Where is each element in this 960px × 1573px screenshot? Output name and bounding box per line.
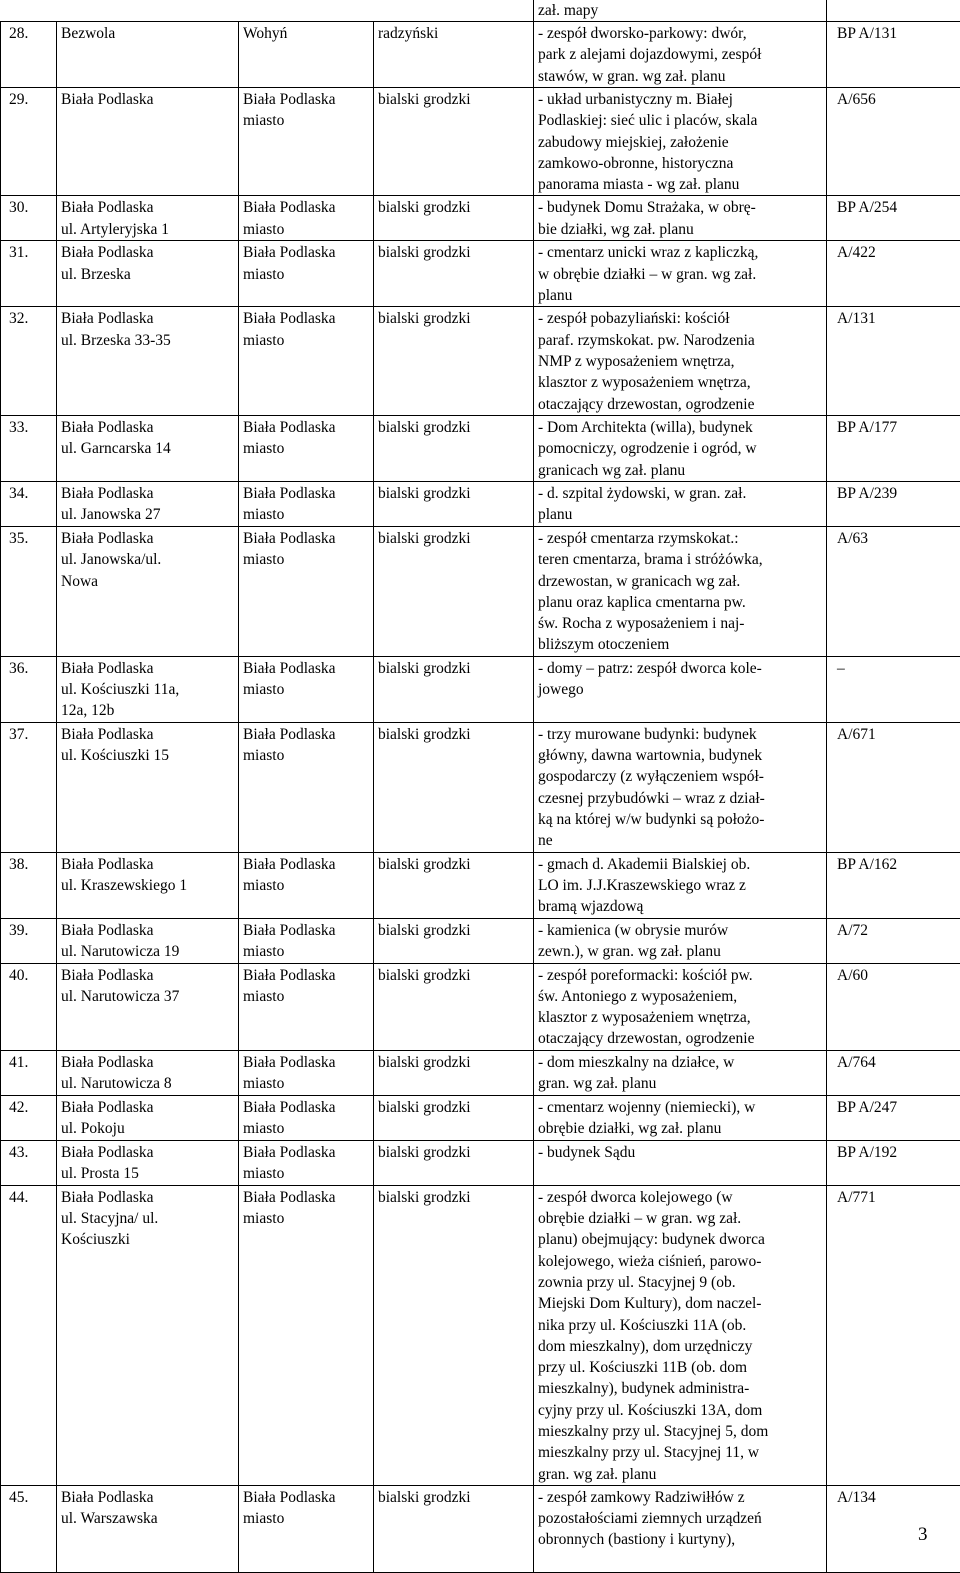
table-row xyxy=(1,722,960,852)
table-row xyxy=(1,656,960,722)
register-number-cell: BP A/254 xyxy=(827,196,960,241)
commune-cell: Biała Podlaska miasto xyxy=(239,656,374,722)
place-cell: Biała Podlaska ul. Kościuszki 11a, 12a, 12b xyxy=(57,656,239,722)
place-cell: Biała Podlaska xyxy=(57,88,239,196)
description-cell: - zespół dworca kolejowego (w obrębie działki – w gran. wg zał. planu) obejmujący: budynek dworca kolejowego, wieża ciśnień, parowo- zownia przy ul. Stacyjnej 9 (ob. Miejski Dom Kultury), dom naczel- nika przy ul. Kościuszki 11A (ob. dom mieszkalny), dom urzędniczy przy ul. Kościuszki 11B (ob. dom mieszkalny), budynek administra- cyjny przy ul. Kościuszki 13A, dom mieszkalny przy ul. Stacyjnej 5, dom mieszkalny przy ul. Stacyjnej 11, w gran. wg zał. planu xyxy=(534,1185,827,1485)
table-row xyxy=(1,918,960,963)
register-number-cell: BP A/247 xyxy=(827,1095,960,1140)
row-number: 30. xyxy=(1,196,57,241)
description-cell: - trzy murowane budynki: budynek główny, dawna wartownia, budynek gospodarczy (z wyłączeniem współ- czesnej przybudówki – wraz z dział- ką na której w/w budynki są położo- ne xyxy=(534,722,827,852)
register-number-cell: BP A/192 xyxy=(827,1140,960,1185)
commune-cell: Biała Podlaska miasto xyxy=(239,918,374,963)
commune-cell: Biała Podlaska miasto xyxy=(239,526,374,656)
description-cell: - budynek Domu Strażaka, w obrę- bie działki, wg zał. planu xyxy=(534,196,827,241)
row-number: 45. xyxy=(1,1485,57,1572)
table-row xyxy=(1,1485,960,1572)
county-cell: bialski grodzki xyxy=(374,415,534,481)
table-row xyxy=(1,963,960,1050)
county-cell: bialski grodzki xyxy=(374,1485,534,1572)
county-cell: bialski grodzki xyxy=(374,307,534,415)
county-cell: bialski grodzki xyxy=(374,918,534,963)
county-cell: bialski grodzki xyxy=(374,963,534,1050)
register-number-cell: A/771 xyxy=(827,1185,960,1485)
description-cell: - dom mieszkalny na działce, w gran. wg zał. planu xyxy=(534,1050,827,1095)
place-cell: Biała Podlaska ul. Pokoju xyxy=(57,1095,239,1140)
register-number-cell: A/134 xyxy=(827,1485,960,1572)
description-cell: zał. mapy xyxy=(534,0,827,22)
description-cell: - zespół poreformacki: kościół pw. św. Antoniego z wyposażeniem, klasztor z wyposażeniem wnętrza, otaczający drzewostan, ogrodzenie xyxy=(534,963,827,1050)
row-number: 41. xyxy=(1,1050,57,1095)
commune-cell: Biała Podlaska miasto xyxy=(239,241,374,307)
register-number-cell: BP A/131 xyxy=(827,22,960,88)
register-number-cell: A/656 xyxy=(827,88,960,196)
description-cell: - zespół zamkowy Radziwiłłów z pozostałościami ziemnych urządzeń obronnych (bastiony i kurtyny), xyxy=(534,1485,827,1572)
description-cell: - układ urbanistyczny m. Białej Podlaskiej: sieć ulic i placów, skala zabudowy miejskiej, założenie zamkowo-obronne, historyczna panorama miasta - wg zał. planu xyxy=(534,88,827,196)
table-row xyxy=(1,307,960,415)
table-row xyxy=(1,852,960,918)
county-cell: bialski grodzki xyxy=(374,1185,534,1485)
place-cell: Biała Podlaska ul. Kościuszki 15 xyxy=(57,722,239,852)
row-number: 42. xyxy=(1,1095,57,1140)
place-cell: Bezwola xyxy=(57,22,239,88)
commune-cell: Biała Podlaska miasto xyxy=(239,1050,374,1095)
table-row xyxy=(1,88,960,196)
row-number: 29. xyxy=(1,88,57,196)
commune-cell: Biała Podlaska miasto xyxy=(239,963,374,1050)
county-cell: bialski grodzki xyxy=(374,656,534,722)
row-number: 33. xyxy=(1,415,57,481)
table-row xyxy=(1,241,960,307)
table-row xyxy=(1,1050,960,1095)
place-cell: Biała Podlaska ul. Prosta 15 xyxy=(57,1140,239,1185)
county-cell: bialski grodzki xyxy=(374,481,534,526)
description-cell: - budynek Sądu xyxy=(534,1140,827,1185)
place-cell: Biała Podlaska ul. Brzeska 33-35 xyxy=(57,307,239,415)
row-number: 28. xyxy=(1,22,57,88)
place-cell: Biała Podlaska ul. Garncarska 14 xyxy=(57,415,239,481)
description-cell: - Dom Architekta (willa), budynek pomocniczy, ogrodzenie i ogród, w granicach wg zał. planu xyxy=(534,415,827,481)
description-cell: - cmentarz wojenny (niemiecki), w obrębie działki, wg zał. planu xyxy=(534,1095,827,1140)
county-cell: bialski grodzki xyxy=(374,722,534,852)
register-number-cell: A/131 xyxy=(827,307,960,415)
commune-cell: Biała Podlaska miasto xyxy=(239,415,374,481)
commune-cell: Biała Podlaska miasto xyxy=(239,1140,374,1185)
place-cell: Biała Podlaska ul. Narutowicza 19 xyxy=(57,918,239,963)
register-number-cell: A/60 xyxy=(827,963,960,1050)
description-cell: - gmach d. Akademii Bialskiej ob. LO im. J.J.Kraszewskiego wraz z bramą wjazdową xyxy=(534,852,827,918)
place-cell: Biała Podlaska ul. Stacyjna/ ul. Kościuszki xyxy=(57,1185,239,1485)
row-number: 34. xyxy=(1,481,57,526)
header-fragment-row xyxy=(1,0,960,22)
table-row xyxy=(1,526,960,656)
place-cell: Biała Podlaska ul. Kraszewskiego 1 xyxy=(57,852,239,918)
table-row xyxy=(1,415,960,481)
commune-cell: Biała Podlaska miasto xyxy=(239,307,374,415)
county-cell: radzyński xyxy=(374,22,534,88)
table-row xyxy=(1,1185,960,1485)
table-row xyxy=(1,481,960,526)
county-cell: bialski grodzki xyxy=(374,526,534,656)
register-number-cell: A/72 xyxy=(827,918,960,963)
county-cell: bialski grodzki xyxy=(374,852,534,918)
description-cell: - kamienica (w obrysie murów zewn.), w gran. wg zał. planu xyxy=(534,918,827,963)
register-number-cell: BP A/239 xyxy=(827,481,960,526)
county-cell: bialski grodzki xyxy=(374,1140,534,1185)
commune-cell: Biała Podlaska miasto xyxy=(239,1095,374,1140)
register-number-cell: A/422 xyxy=(827,241,960,307)
row-number: 40. xyxy=(1,963,57,1050)
row-number: 36. xyxy=(1,656,57,722)
county-cell: bialski grodzki xyxy=(374,1095,534,1140)
county-cell: bialski grodzki xyxy=(374,1050,534,1095)
row-number: 37. xyxy=(1,722,57,852)
place-cell: Biała Podlaska ul. Warszawska xyxy=(57,1485,239,1572)
county-cell: bialski grodzki xyxy=(374,241,534,307)
commune-cell: Biała Podlaska miasto xyxy=(239,196,374,241)
description-cell: - cmentarz unicki wraz z kapliczką, w obrębie działki – w gran. wg zał. planu xyxy=(534,241,827,307)
register-number-cell: A/671 xyxy=(827,722,960,852)
table-row xyxy=(1,22,960,88)
register-number-cell: BP A/162 xyxy=(827,852,960,918)
table-row xyxy=(1,1140,960,1185)
county-cell: bialski grodzki xyxy=(374,196,534,241)
description-cell: - zespół pobazyliański: kościół paraf. rzymskokat. pw. Narodzenia NMP z wyposażeniem wnętrza, klasztor z wyposażeniem wnętrza, otaczający drzewostan, ogrodzenie xyxy=(534,307,827,415)
place-cell: Biała Podlaska ul. Janowska/ul. Nowa xyxy=(57,526,239,656)
county-cell: bialski grodzki xyxy=(374,88,534,196)
place-cell: Biała Podlaska ul. Narutowicza 37 xyxy=(57,963,239,1050)
commune-cell: Biała Podlaska miasto xyxy=(239,88,374,196)
description-cell: - zespół dworsko-parkowy: dwór, park z alejami dojazdowymi, zespół stawów, w gran. wg zał. planu xyxy=(534,22,827,88)
commune-cell: Biała Podlaska miasto xyxy=(239,852,374,918)
place-cell: Biała Podlaska ul. Artyleryjska 1 xyxy=(57,196,239,241)
description-cell: - d. szpital żydowski, w gran. zał. planu xyxy=(534,481,827,526)
place-cell: Biała Podlaska ul. Narutowicza 8 xyxy=(57,1050,239,1095)
page-number: 3 xyxy=(918,1524,928,1546)
commune-cell: Wohyń xyxy=(239,22,374,88)
register-number-cell: A/63 xyxy=(827,526,960,656)
commune-cell: Biała Podlaska miasto xyxy=(239,481,374,526)
register-number-cell: BP A/177 xyxy=(827,415,960,481)
register-number-cell: A/764 xyxy=(827,1050,960,1095)
table-body xyxy=(1,0,960,1572)
description-cell: - zespół cmentarza rzymskokat.: teren cmentarza, brama i stróżówka, drzewostan, w granicach wg zał. planu oraz kaplica cmentarna pw. św. Rocha z wyposażeniem i naj- bliższym otoczeniem xyxy=(534,526,827,656)
place-cell: Biała Podlaska ul. Janowska 27 xyxy=(57,481,239,526)
commune-cell: Biała Podlaska miasto xyxy=(239,1185,374,1485)
row-number: 31. xyxy=(1,241,57,307)
row-number: 39. xyxy=(1,918,57,963)
row-number: 44. xyxy=(1,1185,57,1485)
commune-cell: Biała Podlaska miasto xyxy=(239,1485,374,1572)
table-row xyxy=(1,1095,960,1140)
row-number: 35. xyxy=(1,526,57,656)
commune-cell: Biała Podlaska miasto xyxy=(239,722,374,852)
row-number: 43. xyxy=(1,1140,57,1185)
register-number-cell: – xyxy=(827,656,960,722)
table-row xyxy=(1,196,960,241)
row-number: 38. xyxy=(1,852,57,918)
place-cell: Biała Podlaska ul. Brzeska xyxy=(57,241,239,307)
description-cell: - domy – patrz: zespół dworca kole- jowego xyxy=(534,656,827,722)
row-number: 32. xyxy=(1,307,57,415)
